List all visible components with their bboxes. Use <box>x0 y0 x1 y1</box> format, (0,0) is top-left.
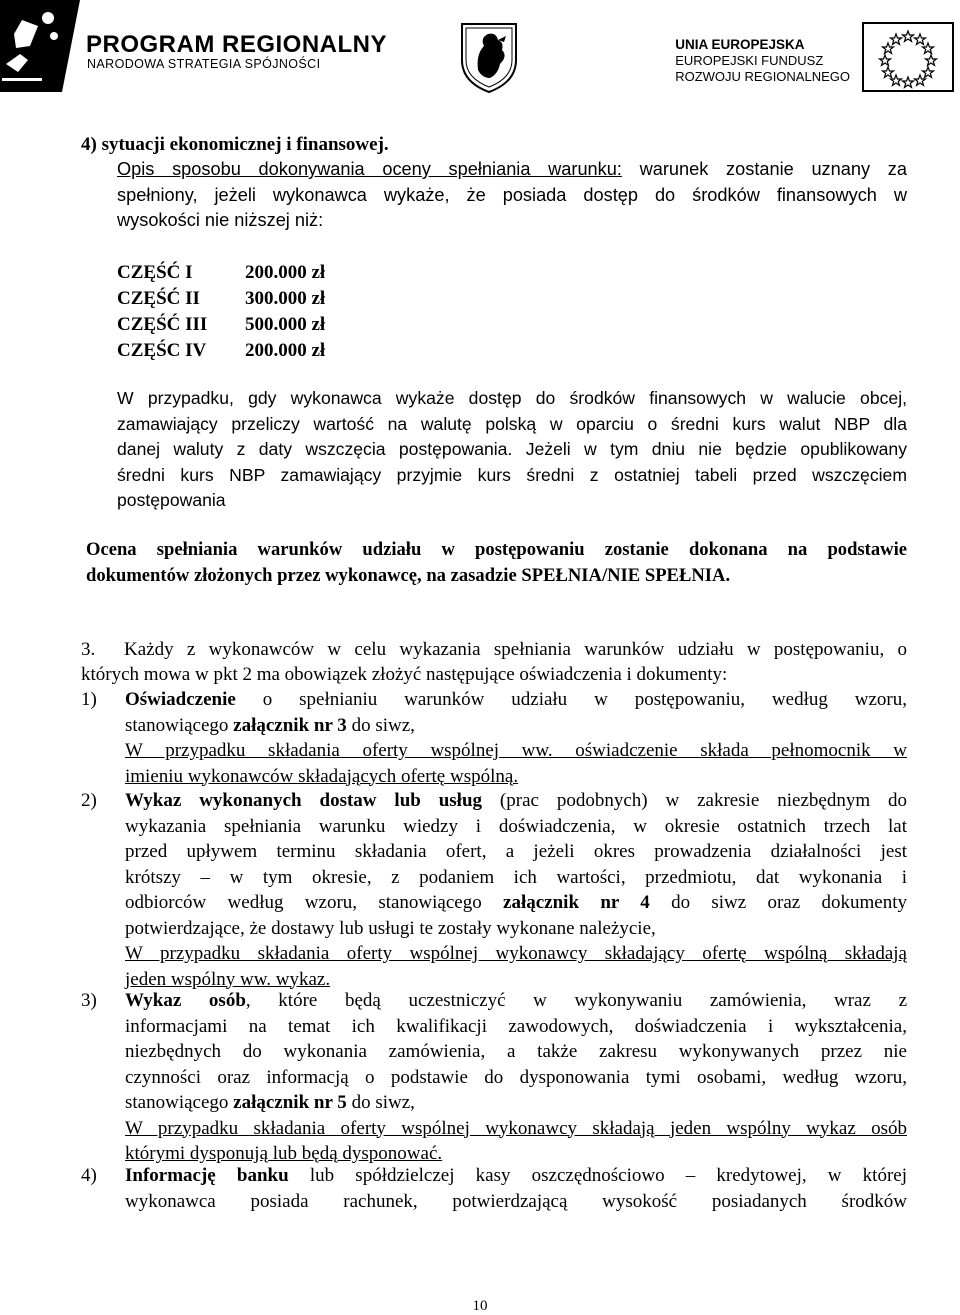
joint-offer-note: jeden wspólny ww. wykaz. <box>125 968 331 990</box>
item-text: przed upływem terminu składania ofert, a jeżeli okres prowadzenia działalności jest <box>125 841 907 862</box>
griffin-crest <box>458 20 520 94</box>
item-number: 3) <box>81 990 97 1011</box>
program-title: PROGRAM REGIONALNY <box>86 31 388 58</box>
part-row <box>117 286 325 312</box>
item-text: krótszy – w tym okresie, z podaniem ich wartości, przedmiotu, dat wykonania i <box>125 866 907 888</box>
item-number: 4) <box>81 1165 97 1186</box>
assessment-paragraph <box>86 537 907 588</box>
part-label: CZĘŚC IV <box>117 340 207 361</box>
program-regionalny-logo <box>0 0 80 92</box>
item-text: o spełnianiu warunków udziału w postępowaniu, według wzoru, <box>235 689 907 710</box>
part-row <box>117 260 325 286</box>
item-number: 2) <box>81 790 97 811</box>
attachment-ref: załącznik nr 5 <box>233 1092 347 1113</box>
joint-offer-note: W przypadku składania oferty wspólnej wykonawcy składają jeden wspólny wykaz osób <box>125 1117 907 1139</box>
item-number: 1) <box>81 689 97 710</box>
item-text: potwierdzające, że dostawy lub usługi te zostały wykonane należycie, <box>125 917 656 939</box>
item-text: wykonawca posiada rachunek, potwierdzającą wysokość posiadanych środków <box>125 1190 907 1212</box>
part-amount: 500.000 zł <box>245 314 326 335</box>
section-heading: 4) sytuacji ekonomicznej i finansowej. <box>81 134 389 155</box>
condition-line-1: warunek zostanie uznany za <box>621 159 907 179</box>
item-text: niezbędnych do wykonania zamówienia, a także zakresu wykonywanych przez nie <box>125 1041 907 1062</box>
part-row <box>117 338 325 364</box>
eu-flag <box>862 22 954 92</box>
part-amount: 200.000 zł <box>245 340 326 361</box>
item-text: wykazania spełniania warunku wiedzy i doświadczenia, w okresie ostatnich trzech lat <box>125 815 907 837</box>
item-title: Wykaz wykonanych dostaw lub usług <box>125 790 483 811</box>
currency-paragraph <box>117 386 907 514</box>
item-text: do siwz, <box>346 1092 415 1113</box>
list-item <box>81 788 907 992</box>
page-number: 10 <box>472 1298 488 1314</box>
attachment-ref: załącznik nr 3 <box>233 714 347 736</box>
item-text: stanowiącego <box>125 714 234 736</box>
joint-offer-note: imieniu wykonawców składających ofertę wspólną. <box>125 765 519 787</box>
list-item <box>81 687 907 789</box>
assessment-method-label: Opis sposobu dokonywania oceny spełniania warunku: <box>117 159 622 179</box>
list-item <box>81 1163 907 1214</box>
item-text: , które będą uczestniczyć w wykonywaniu zamówienia, wraz z <box>245 990 907 1011</box>
section-number: 3. <box>81 639 96 660</box>
currency-line-2: zamawiający przeliczy wartość na walutę polską w oparciu o średni kurs walut NBP dla <box>117 413 907 434</box>
page-header <box>0 0 960 100</box>
item-text: do siwz, <box>346 714 415 736</box>
condition-paragraph <box>117 157 907 234</box>
item-title: Informację banku <box>125 1165 289 1186</box>
part-amount: 300.000 zł <box>245 288 326 309</box>
currency-line-3: danej waluty z daty wszczęcia postępowania. Jeżeli w tym dniu nie będzie opublikowany <box>117 439 907 459</box>
eu-line-3: ROZWOJU REGIONALNEGO <box>675 69 850 84</box>
item-text: do siwz oraz dokumenty <box>649 892 907 913</box>
item-title: Oświadczenie <box>125 689 236 710</box>
eu-line-1: UNIA EUROPEJSKA <box>675 37 805 52</box>
assessment-line-1: Ocena spełniania warunków udziału w postępowaniu zostanie dokonana na podstawie <box>86 539 907 560</box>
condition-line-3: wysokości nie niższej niż: <box>117 210 324 230</box>
item-text: informacjami na temat ich kwalifikacji zawodowych, doświadczenia i wykształcenia, <box>125 1015 907 1037</box>
eu-line-2: EUROPEJSKI FUNDUSZ <box>675 53 824 68</box>
currency-line-5: postępowania <box>117 490 226 510</box>
item-text: lub spółdzielczej kasy oszczędnościowo – kredytowej, w której <box>288 1165 908 1186</box>
attachment-ref: załącznik nr 4 <box>503 892 650 913</box>
eu-text-block <box>675 37 850 85</box>
currency-line-1: W przypadku, gdy wykonawca wykaże dostęp do środków finansowych w walucie obcej, <box>117 388 907 408</box>
part-label: CZĘŚĆ III <box>117 314 208 335</box>
section-intro <box>124 637 907 663</box>
assessment-line-2: dokumentów złożonych przez wykonawcę, na zasadzie SPEŁNIA/NIE SPEŁNIA. <box>86 564 731 586</box>
joint-offer-note: W przypadku składania oferty wspólnej ww. oświadczenie składa pełnomocnik w <box>125 740 907 761</box>
item-text: czynności oraz informacją o podstawie do dysponowania tymi osobami, według wzoru, <box>125 1066 907 1088</box>
joint-offer-note: którymi dysponują lub będą dysponować. <box>125 1143 443 1164</box>
condition-line-2: spełniony, jeżeli wykonawca wykaże, że posiada dostęp do środków finansowych w <box>117 184 907 205</box>
currency-line-4: średni kurs NBP zamawiający przyjmie kurs średni z ostatniej tabeli przed wszczęciem <box>117 464 907 485</box>
part-label: CZĘŚĆ II <box>117 288 200 309</box>
item-title: Wykaz osób <box>125 990 246 1011</box>
item-text: (prac podobnych) w zakresie niezbędnym do <box>482 790 907 811</box>
item-text: stanowiącego <box>125 1092 234 1113</box>
item-text: odbiorców według wzoru, stanowiącego <box>125 892 504 913</box>
program-subtitle: NARODOWA STRATEGIA SPÓJNOŚCI <box>87 57 321 71</box>
joint-offer-note: W przypadku składania oferty wspólnej wykonawcy składający ofertę wspólną składają <box>125 943 907 964</box>
intro-line-2: których mowa w pkt 2 ma obowiązek złożyć następujące oświadczenia i dokumenty: <box>81 664 728 685</box>
parts-amount-list <box>117 260 325 364</box>
part-amount: 200.000 zł <box>245 262 326 283</box>
list-item <box>81 988 907 1167</box>
part-label: CZĘŚĆ I <box>117 262 193 283</box>
part-row <box>117 312 325 338</box>
intro-line-1: Każdy z wykonawców w celu wykazania spełniania warunków udziału w postępowaniu, o <box>124 639 907 660</box>
